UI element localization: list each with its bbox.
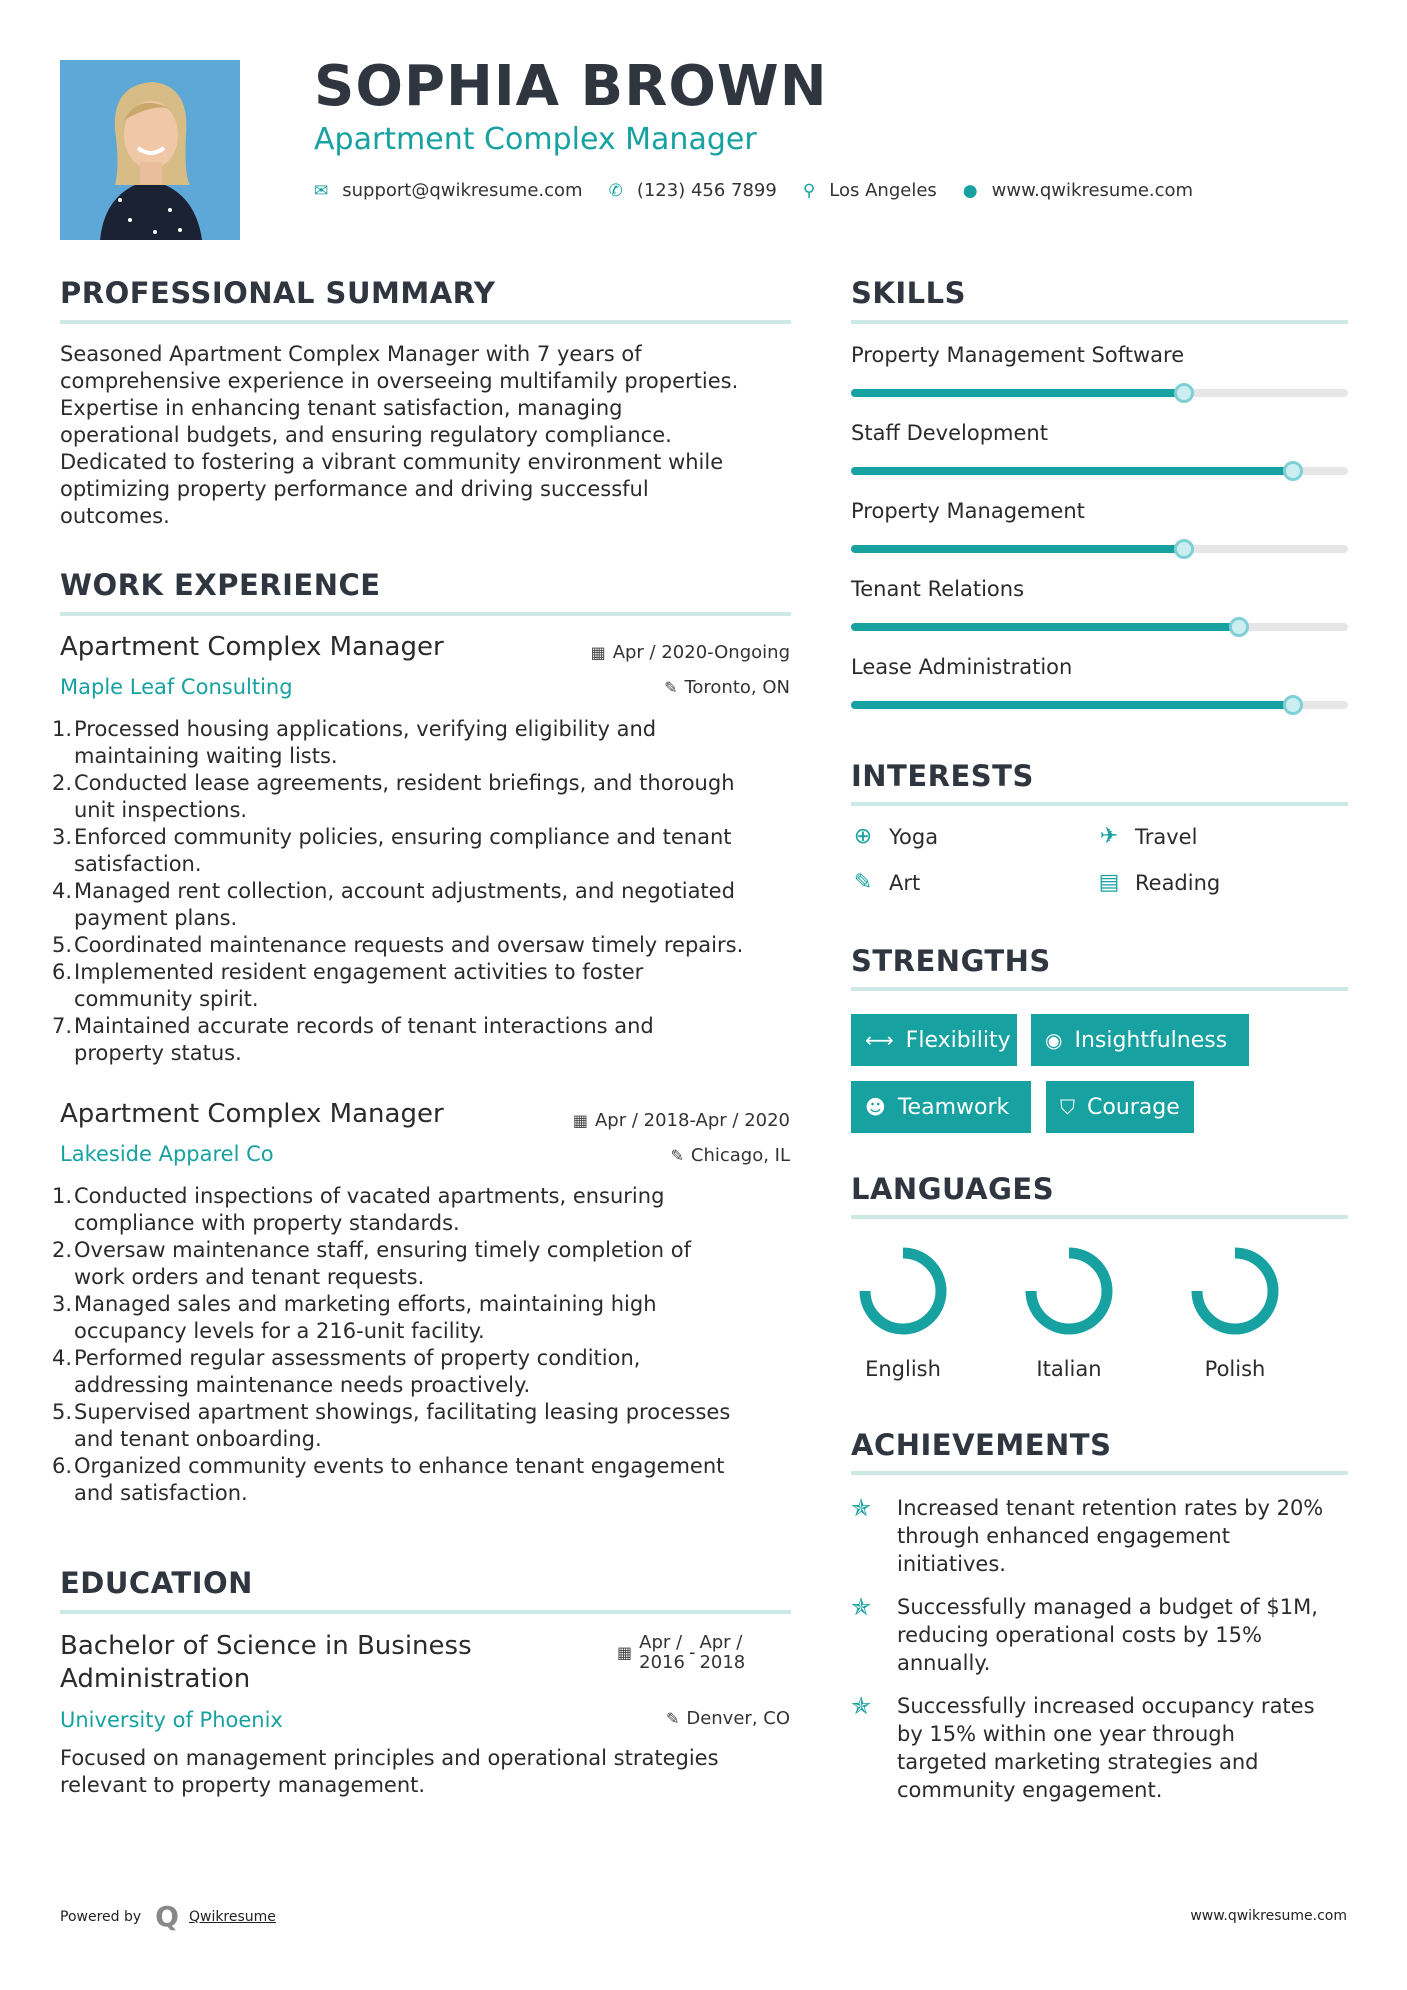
degree-title: Bachelor of Science in Business Administration [60, 1631, 472, 1694]
interest-art: ✎ Art [851, 870, 920, 895]
list-item: 6. Organized community events to enhance tenant engagement and satisfaction. [52, 1454, 725, 1505]
interest-travel: ✈ Travel [1097, 824, 1197, 849]
interests-divider [851, 802, 1348, 806]
envelope-icon: ✉ [314, 180, 329, 201]
education-location: ✎ Denver, CO [665, 1708, 790, 1729]
calendar-icon: ▦ [617, 1643, 633, 1662]
skills-heading: SKILLS [851, 276, 966, 310]
life-ring-icon: ⊕ [853, 824, 873, 849]
list-item: 5. Coordinated maintenance requests and oversaw timely repairs. [52, 933, 744, 957]
star-icon: ✯ [851, 1692, 872, 1720]
pushpin-icon: ✎ [664, 678, 678, 697]
skill-bar-knob [1283, 695, 1303, 715]
language-rings [851, 1236, 1348, 1346]
contact-website[interactable] [963, 180, 1193, 201]
school-name: University of Phoenix [60, 1708, 283, 1732]
list-item: 3. Managed sales and marketing efforts, maintaining high occupancy levels for a 216-unit facility. [52, 1292, 657, 1343]
skill-bar-fill [851, 623, 1239, 631]
skill-bar [851, 545, 1348, 553]
job-duties-list [52, 716, 792, 1067]
languages-divider [851, 1215, 1348, 1219]
strength-badge: ☻ Teamwork [851, 1081, 1031, 1133]
users-icon: ☻ [865, 1095, 886, 1119]
skill-label: Property Management [851, 499, 1085, 523]
skill-bar-knob [1174, 539, 1194, 559]
interests-heading: INTERESTS [851, 759, 1034, 793]
strengths-heading: STRENGTHS [851, 944, 1051, 978]
list-item: 4. Performed regular assessments of property condition, addressing maintenance needs proactively. [52, 1346, 641, 1397]
globe-icon: ● [962, 180, 978, 201]
list-item: 1. Conducted inspections of vacated apartments, ensuring compliance with property standards. [52, 1184, 665, 1235]
job-title: Apartment Complex Manager [60, 1099, 444, 1129]
education-dates [617, 1633, 745, 1673]
map-marker-icon: ⚲ [802, 180, 816, 201]
work-divider [60, 612, 791, 616]
skill-bar-fill [851, 389, 1184, 397]
education-description: Focused on management principles and operational strategies relevant to property management. [60, 1746, 719, 1797]
pushpin-icon: ✎ [665, 1709, 680, 1728]
shield-icon: ⛉ [1060, 1095, 1075, 1119]
star-icon: ✯ [851, 1494, 872, 1522]
achievement-item: ✯ Increased tenant retention rates by 20% through enhanced engagement initiatives. [851, 1494, 1324, 1576]
powered-by-label: Powered by [60, 1908, 142, 1925]
qwikresume-logo-icon: Q [155, 1900, 179, 1933]
list-item: 2. Conducted lease agreements, resident briefings, and thorough unit inspections. [52, 771, 735, 822]
skill-label: Tenant Relations [851, 577, 1025, 601]
job-title: Apartment Complex Manager [60, 632, 444, 662]
interest-yoga: ⊕ Yoga [851, 824, 938, 849]
strength-badge: ⟷ Flexibility [851, 1014, 1017, 1066]
book-icon: ▤ [1098, 870, 1120, 895]
date-separator: - [688, 1642, 696, 1663]
interest-reading: ▤ Reading [1098, 870, 1221, 895]
company-name: Maple Leaf Consulting [60, 675, 293, 699]
paint-brush-icon: ✎ [853, 870, 873, 895]
candidate-title: Apartment Complex Manager [314, 122, 757, 157]
start-date: Apr / 2016 [639, 1632, 685, 1673]
skill-bar-knob [1174, 383, 1194, 403]
skill-bar-knob [1229, 617, 1249, 637]
list-item: 5. Supervised apartment showings, facilitating leasing processes and tenant onboarding. [52, 1400, 731, 1451]
footer-website[interactable]: www.qwikresume.com [1190, 1908, 1347, 1924]
strength-badge: ⛉ Courage [1046, 1081, 1194, 1133]
list-item: 7. Maintained accurate records of tenant interactions and property status. [52, 1014, 654, 1065]
achievement-item: ✯ Successfully increased occupancy rates by 15% within one year through targeted marketing strategies and community engagement. [851, 1692, 1315, 1802]
brand-link[interactable]: Qwikresume [188, 1908, 276, 1925]
calendar-icon: ▦ [572, 1111, 588, 1130]
eye-icon: ◉ [1045, 1028, 1063, 1052]
skill-bar [851, 467, 1348, 475]
plane-icon: ✈ [1099, 824, 1119, 849]
skill-label: Property Management Software [851, 343, 1185, 367]
job-date: ▦ Apr / 2018-Apr / 2020 [572, 1110, 790, 1131]
skill-bar-fill [851, 467, 1293, 475]
job-date: ▦ Apr / 2020-Ongoing [590, 642, 790, 663]
skill-bar-fill [851, 701, 1293, 709]
language-label: English [865, 1357, 941, 1381]
job-duties-list [52, 1183, 792, 1507]
summary-text: Seasoned Apartment Complex Manager with 7 years of comprehensive experience in overseeing multifamily properties. Expertise in enhancing tenant satisfaction, managing operational budgets, and ensuring regulatory compliance. Dedicated to fostering a vibrant community environment while optimizing property performance and driving successful outcomes. [60, 342, 739, 528]
summary-divider [60, 320, 791, 324]
language-label: Italian [1036, 1357, 1102, 1381]
arrows-horizontal-icon: ⟷ [865, 1028, 894, 1052]
job-location: ✎ Toronto, ON [664, 677, 790, 698]
strength-badge: ◉ Insightfulness [1031, 1014, 1249, 1066]
contact-phone[interactable] [609, 180, 777, 201]
list-item: 3. Enforced community policies, ensuring compliance and tenant satisfaction. [52, 825, 732, 876]
star-icon: ✯ [851, 1593, 872, 1621]
strengths-divider [851, 987, 1348, 991]
skill-bar [851, 389, 1348, 397]
achievements-heading: ACHIEVEMENTS [851, 1428, 1112, 1462]
job-location: ✎ Chicago, IL [670, 1145, 790, 1166]
education-divider [60, 1610, 791, 1614]
skill-bar-fill [851, 545, 1184, 553]
website-text: www.qwikresume.com [991, 180, 1194, 201]
language-label: Polish [1204, 1357, 1266, 1381]
list-item: 1. Processed housing applications, verifying eligibility and maintaining waiting lists. [52, 717, 657, 768]
phone-icon: ✆ [608, 180, 623, 201]
skill-bar-knob [1283, 461, 1303, 481]
end-date: Apr / 2018 [699, 1632, 746, 1673]
company-name: Lakeside Apparel Co [60, 1142, 274, 1166]
list-item: 2. Oversaw maintenance staff, ensuring timely completion of work orders and tenant requests. [52, 1238, 692, 1289]
achievement-item: ✯ Successfully managed a budget of $1M, reducing operational costs by 15% annually. [851, 1593, 1318, 1675]
calendar-icon: ▦ [590, 643, 606, 662]
location-text: Los Angeles [829, 180, 937, 201]
skill-label: Lease Administration [851, 655, 1073, 679]
profile-photo [60, 60, 240, 240]
phone-text: (123) 456 7899 [636, 180, 777, 201]
skills-divider [851, 320, 1348, 324]
contact-email[interactable] [314, 180, 583, 201]
languages-heading: LANGUAGES [851, 1172, 1055, 1206]
skill-bar [851, 701, 1348, 709]
skill-bar [851, 623, 1348, 631]
achievements-divider [851, 1471, 1348, 1475]
skill-label: Staff Development [851, 421, 1048, 445]
contact-location [803, 180, 937, 201]
pushpin-icon: ✎ [670, 1146, 684, 1165]
summary-heading: PROFESSIONAL SUMMARY [60, 276, 496, 310]
list-item: 6. Implemented resident engagement activities to foster community spirit. [52, 960, 644, 1011]
candidate-name: SOPHIA BROWN [314, 54, 828, 119]
list-item: 4. Managed rent collection, account adjustments, and negotiated payment plans. [52, 879, 735, 930]
education-heading: EDUCATION [60, 1566, 253, 1600]
footer-branding [60, 1900, 276, 1933]
email-text: support@qwikresume.com [342, 180, 583, 201]
work-heading: WORK EXPERIENCE [60, 568, 381, 602]
contact-bar [314, 180, 1219, 201]
